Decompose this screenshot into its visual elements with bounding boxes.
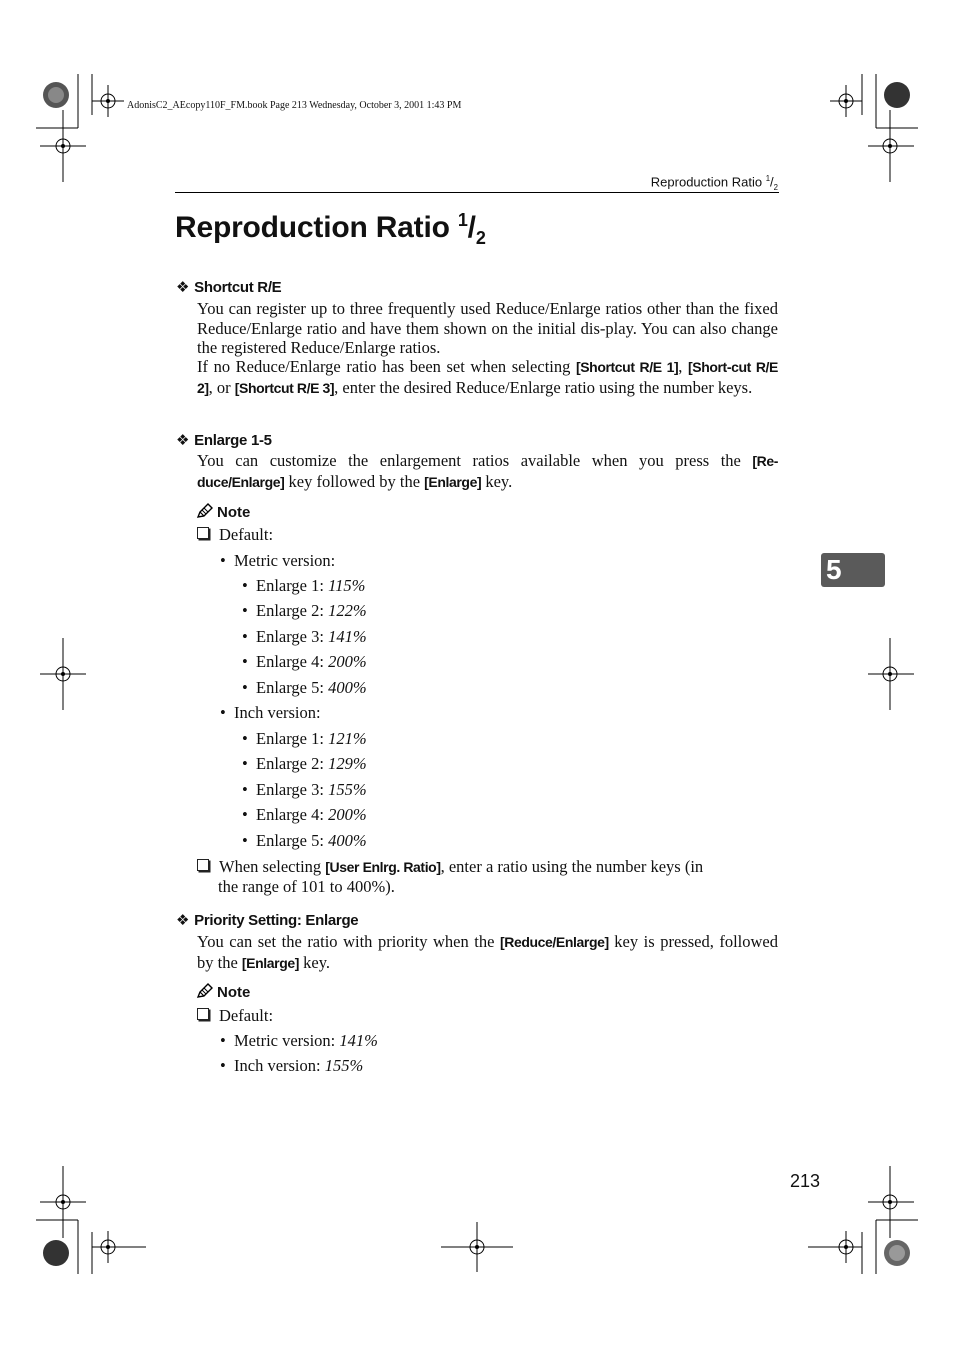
item-value: 400%: [328, 831, 367, 850]
text-run: You can customize the enlargement ratios available when you press the: [197, 451, 753, 470]
text-run: key is pressed, followed by the: [197, 932, 779, 972]
inch-item: • Enlarge 5: 400%: [242, 831, 367, 850]
title-sub: 2: [475, 228, 486, 248]
diamond-bullet-icon: ❖: [176, 912, 190, 929]
inch-item: • Enlarge 2: 129%: [242, 754, 367, 773]
title-slash: /: [467, 211, 476, 244]
section-heading-text: Priority Setting: Enlarge: [194, 912, 359, 929]
running-head-sub: 2: [773, 182, 778, 192]
item-value: 200%: [328, 805, 367, 824]
metric-item: • Enlarge 4: 200%: [242, 652, 367, 671]
default-label: Default:: [219, 525, 274, 544]
metric-label: Metric version:: [234, 551, 336, 570]
key-shortcut-re-2: [Short-cut R/E 2]: [197, 359, 778, 396]
note-label: Note: [217, 504, 251, 521]
note-heading: [196, 983, 250, 1001]
inch-label: Inch version:: [234, 1056, 325, 1075]
shortcut-paragraph-2: [197, 357, 778, 398]
default-item: [197, 1006, 273, 1026]
metric-item: • Enlarge 5: 400%: [242, 678, 367, 697]
checkbox-bullet-icon: [197, 1008, 209, 1020]
metric-item: • Enlarge 1: 115%: [242, 576, 366, 595]
key-shortcut-re-1: [Shortcut R/E 1]: [575, 359, 679, 375]
key-shortcut-re-3: [Shortcut R/E 3]: [234, 379, 335, 396]
running-head: [651, 174, 778, 192]
key-enlarge: [Enlarge]: [241, 954, 299, 971]
enlarge-paragraph: [197, 451, 778, 492]
text-run: key.: [299, 952, 331, 972]
text-run: When selecting: [219, 857, 326, 876]
text-run: , enter the desired Reduce/Enlarge ratio using the number keys.: [334, 377, 753, 397]
note-label: Note: [217, 984, 251, 1001]
item-label: Enlarge 1:: [256, 729, 329, 748]
checkbox-bullet-icon: [197, 859, 209, 871]
item-label: Enlarge 3:: [256, 780, 329, 799]
metric-item: • Enlarge 3: 141%: [242, 627, 367, 646]
section-heading-text: Shortcut R/E: [194, 279, 282, 296]
key-reduce-enlarge: [Re-duce/Enlarge]: [197, 453, 778, 490]
priority-paragraph: [197, 932, 778, 973]
key-user-enlrg-ratio: [User Enlrg. Ratio]: [325, 859, 441, 875]
text-run: , enter a ratio using the number keys (in: [440, 857, 704, 876]
diamond-bullet-icon: ❖: [176, 432, 190, 449]
item-value: 141%: [328, 627, 367, 646]
item-label: Enlarge 5:: [256, 831, 329, 850]
item-label: Enlarge 4:: [256, 652, 329, 671]
inch-item: • Enlarge 4: 200%: [242, 805, 367, 824]
default-label: Default:: [219, 1006, 274, 1025]
running-head-sup: 1: [765, 174, 771, 183]
item-value: 155%: [328, 780, 367, 799]
title-text: Reproduction Ratio: [175, 211, 458, 244]
item-label: Enlarge 5:: [256, 678, 329, 697]
diamond-bullet-icon: ❖: [176, 279, 190, 296]
inch-item: • Enlarge 3: 155%: [242, 780, 367, 799]
title-sup: 1: [457, 210, 468, 230]
checkbox-bullet-icon: [197, 527, 209, 539]
item-label: Enlarge 2:: [256, 601, 329, 620]
text-run: key.: [481, 471, 513, 491]
pencil-icon: [196, 983, 214, 999]
metric-version-item: • Metric version: 141%: [220, 1031, 378, 1050]
inch-version-item: • Inch version:: [220, 703, 321, 722]
text-run: key followed by the: [284, 471, 425, 491]
item-label: Enlarge 1:: [256, 576, 329, 595]
item-value: 400%: [328, 678, 367, 697]
shortcut-paragraph-1: You can register up to three frequently used Reduce/Enlarge ratios other than the fixed Reduce/Enlarge ratio and have them shown on the initial dis-play. You can also change the registered Reduce/Enlarge ratios.: [197, 299, 778, 357]
section-heading-enlarge: [176, 431, 272, 449]
inch-version-item: • Inch version: 155%: [220, 1056, 364, 1075]
item-value: 122%: [328, 601, 367, 620]
text-run: ,: [678, 357, 688, 376]
metric-item: • Enlarge 2: 122%: [242, 601, 367, 620]
item-value: 129%: [328, 754, 367, 773]
metric-value: 141%: [339, 1031, 378, 1050]
text-run: the range of 101 to 400%).: [218, 877, 395, 896]
running-head-slash: /: [770, 174, 774, 190]
text-run: If no Reduce/Enlarge ratio has been set when selecting: [197, 357, 576, 376]
key-reduce-enlarge: [Reduce/Enlarge]: [500, 934, 609, 950]
metric-label: Metric version:: [234, 1031, 340, 1050]
item-label: Enlarge 3:: [256, 627, 329, 646]
header-rule: [175, 192, 779, 193]
item-value: 121%: [328, 729, 367, 748]
item-label: Enlarge 4:: [256, 805, 329, 824]
section-heading-priority: [176, 911, 358, 929]
section-heading-shortcut: [176, 278, 281, 296]
inch-item: • Enlarge 1: 121%: [242, 729, 367, 748]
note-heading: [196, 503, 250, 521]
metric-version-item: • Metric version:: [220, 551, 336, 570]
chapter-tab: [821, 553, 885, 587]
pencil-icon: [196, 503, 214, 519]
page-number: 213: [790, 1171, 821, 1191]
inch-value: 155%: [324, 1056, 364, 1075]
item-value: 115%: [328, 576, 366, 595]
running-head-text: Reproduction Ratio: [650, 174, 766, 190]
inch-label: Inch version:: [234, 703, 321, 722]
text-run: , or: [208, 377, 235, 397]
text-run: You can set the ratio with priority when the: [197, 932, 500, 951]
user-ratio-item: [197, 857, 778, 897]
default-item: [197, 525, 273, 545]
chapter-number: 5: [826, 554, 842, 585]
item-label: Enlarge 2:: [256, 754, 329, 773]
book-file-info: AdonisC2_AEcopy110F_FM.book Page 213 Wednesday, October 3, 2001 1:43 PM: [127, 100, 462, 111]
page-title: [175, 210, 486, 249]
item-value: 200%: [328, 652, 367, 671]
key-enlarge: [Enlarge]: [424, 473, 482, 490]
section-heading-text: Enlarge 1-5: [194, 432, 272, 449]
